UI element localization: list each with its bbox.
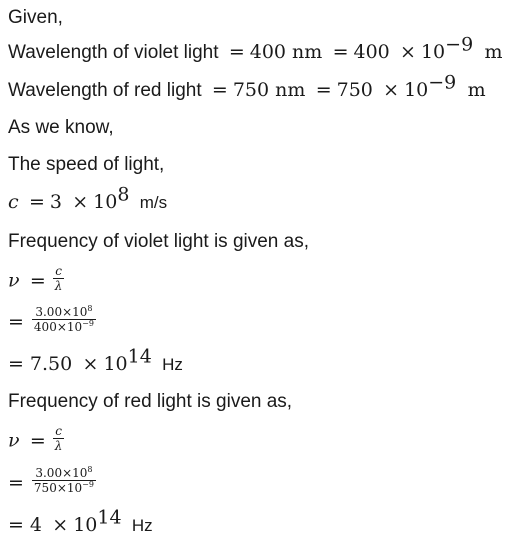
red-freq-exponent: 14 [97, 506, 122, 529]
numerator-exponent: 8 [87, 304, 93, 313]
c-over-lambda-fraction [53, 424, 65, 453]
speed-label-line [8, 153, 164, 177]
fraction-numerator [32, 305, 96, 320]
equals-sign: = [332, 41, 349, 63]
unit-hertz: Hz [131, 516, 153, 535]
numerator-exponent: 8 [87, 465, 93, 474]
given-line [8, 6, 63, 30]
ten-base: 10 [103, 353, 128, 375]
numerator-coeff: 3.00×10 [35, 466, 88, 480]
equals-sign: = [29, 269, 46, 292]
red-coeff: 750 [336, 79, 373, 101]
equals-sign: = [28, 191, 45, 213]
times-sign: × [52, 514, 69, 536]
speed-equation-line [8, 183, 168, 215]
equals-sign: = [8, 310, 24, 333]
denominator-coeff: 400×10 [33, 320, 83, 334]
c-coefficient: 3 [49, 191, 62, 213]
violet-result-line [8, 345, 183, 377]
given-text: Given, [8, 7, 63, 28]
red-wavelength-label: Wavelength of red light [8, 80, 202, 101]
unit-meter: m [484, 41, 503, 63]
red-freq-coeff: 4 [29, 514, 43, 536]
unit-meter: m [467, 79, 486, 101]
violet-coeff: 400 [353, 41, 390, 63]
fraction-numerator: c [53, 264, 65, 279]
ten-base: 10 [404, 79, 429, 101]
nu-formula-red-line [8, 424, 66, 456]
red-substitution-line [8, 465, 98, 498]
violet-wavelength-line [8, 33, 503, 65]
fraction-numerator [32, 466, 96, 481]
equals-sign: = [228, 41, 245, 63]
times-sign: × [82, 353, 99, 375]
speed-label-text: The speed of light, [8, 154, 165, 175]
ten-base: 10 [93, 191, 118, 213]
nu-symbol: ν [8, 429, 20, 452]
freq-red-label-line [8, 390, 292, 414]
fraction-denominator: λ [54, 279, 63, 293]
equals-sign: = [8, 471, 24, 494]
c-over-lambda-fraction [53, 264, 65, 293]
c-symbol: c [8, 191, 19, 213]
violet-exponent: −9 [445, 33, 474, 56]
red-substitution-fraction [32, 466, 96, 495]
equals-sign: = [8, 353, 24, 375]
freq-violet-label: Frequency of violet light is given as, [8, 231, 309, 252]
fraction-denominator [32, 320, 96, 334]
red-wavelength-nm: 750 nm [232, 79, 306, 101]
as-we-know-text: As we know, [8, 117, 114, 138]
fraction-denominator [32, 481, 96, 495]
denominator-exponent: −9 [82, 319, 94, 328]
ten-base: 10 [420, 41, 446, 63]
denominator-exponent: −9 [82, 480, 94, 489]
numerator-coeff: 3.00×10 [35, 305, 88, 319]
c-unit: m/s [139, 193, 168, 212]
ten-base: 10 [73, 514, 98, 536]
equals-sign: = [211, 79, 228, 101]
c-exponent: 8 [117, 183, 130, 206]
freq-red-label: Frequency of red light is given as, [8, 391, 293, 412]
times-sign: × [383, 79, 400, 101]
as-we-know-line [8, 116, 114, 140]
equals-sign: = [8, 514, 24, 536]
violet-wavelength-nm: 400 nm [249, 41, 323, 63]
times-sign: × [400, 41, 416, 63]
violet-freq-exponent: 14 [127, 345, 152, 368]
nu-symbol: ν [8, 269, 20, 292]
freq-violet-label-line [8, 230, 309, 254]
red-wavelength-line [8, 71, 486, 103]
violet-freq-coeff: 7.50 [29, 353, 73, 375]
red-result-line [8, 506, 153, 538]
equals-sign: = [29, 429, 46, 452]
denominator-coeff: 750×10 [33, 481, 83, 495]
times-sign: × [72, 191, 89, 213]
nu-formula-violet-line [8, 264, 66, 296]
red-exponent: −9 [428, 71, 457, 94]
equals-sign: = [315, 79, 332, 101]
fraction-numerator: c [53, 424, 65, 439]
fraction-denominator: λ [54, 439, 63, 453]
violet-substitution-fraction [32, 305, 96, 334]
violet-substitution-line [8, 304, 98, 337]
unit-hertz: Hz [162, 355, 183, 374]
violet-wavelength-label: Wavelength of violet light [8, 42, 219, 63]
